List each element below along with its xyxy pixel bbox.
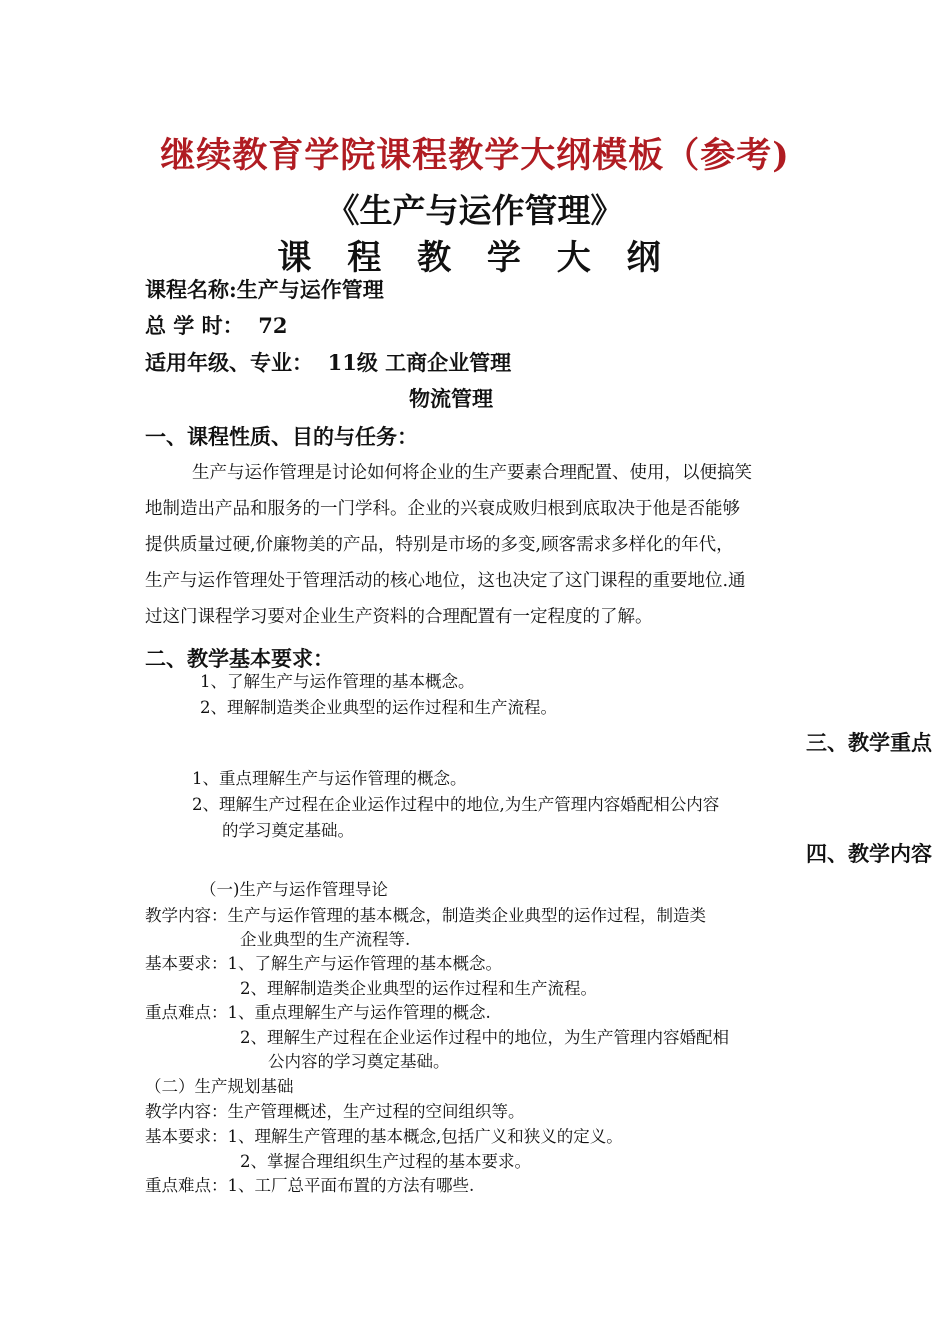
section1-line: 地制造出产品和服务的一门学科。企业的兴衰成败归根到底取决于他是否能够 <box>145 499 740 519</box>
section4-line: 基本要求：1、了解生产与运作管理的基本概念。 <box>145 954 502 973</box>
section4-line: 企业典型的生产流程等. <box>240 930 411 949</box>
total-hours: 总 学 时： 72 <box>145 313 288 338</box>
section4-line: 教学内容：生产管理概述，生产过程的空间组织等。 <box>145 1102 525 1121</box>
section1-line: 生产与运作管理是讨论如何将企业的生产要素合理配置、使用，以便搞笑 <box>192 463 752 483</box>
section4-line: 基本要求：1、理解生产管理的基本概念,包括广义和狭义的定义。 <box>145 1127 623 1146</box>
section4-line: 重点难点：1、重点理解生产与运作管理的概念. <box>145 1003 491 1022</box>
section2-item: 1、了解生产与运作管理的基本概念。 <box>200 672 475 691</box>
section4-line: 2、理解制造类企业典型的运作过程和生产流程。 <box>240 979 597 998</box>
section1-line: 提供质量过硬,价廉物美的产品，特别是市场的多变,顾客需求多样化的年代， <box>145 535 734 555</box>
course-name: 课程名称:生产与运作管理 <box>145 277 384 302</box>
section4-line: （二）生产规划基础 <box>145 1077 294 1096</box>
section4-line: （一)生产与运作管理导论 <box>200 880 388 899</box>
section4-line: 重点难点：1、工厂总平面布置的方法有哪些. <box>145 1176 475 1195</box>
section2-item: 2、理解制造类企业典型的运作过程和生产流程。 <box>200 698 557 717</box>
section4-line: 公内容的学习奠定基础。 <box>268 1052 450 1071</box>
course-title: 《生产与运作管理》 <box>326 191 624 230</box>
section4-heading: 四、教学内容 <box>806 841 932 866</box>
section3-item: 2、理解生产过程在企业运作过程中的地位,为生产管理内容婚配相公内容 <box>192 795 720 814</box>
section4-line: 2、掌握合理组织生产过程的基本要求。 <box>240 1152 531 1171</box>
section3-item: 的学习奠定基础。 <box>222 821 354 840</box>
template-title: 继续教育学院课程教学大纲模板（参考) <box>160 135 790 176</box>
applicable-major-2: 物流管理 <box>409 386 493 411</box>
section2-heading: 二、教学基本要求： <box>145 646 334 671</box>
syllabus-title: 课 程 教 学 大 纲 <box>277 238 673 278</box>
section4-line: 教学内容：生产与运作管理的基本概念，制造类企业典型的运作过程，制造类 <box>145 906 706 925</box>
section3-heading: 三、教学重点 <box>806 730 932 755</box>
section4-line: 2、理解生产过程在企业运作过程中的地位，为生产管理内容婚配相 <box>240 1028 729 1047</box>
section1-heading: 一、课程性质、目的与任务： <box>145 424 418 449</box>
section1-line: 生产与运作管理处于管理活动的核心地位，这也决定了这门课程的重要地位.通 <box>145 571 746 591</box>
applicable-major: 适用年级、专业： 11级 工商企业管理 <box>145 350 512 375</box>
section3-item: 1、重点理解生产与运作管理的概念。 <box>192 769 467 788</box>
section1-line: 过这门课程学习要对企业生产资料的合理配置有一定程度的了解。 <box>145 607 653 627</box>
